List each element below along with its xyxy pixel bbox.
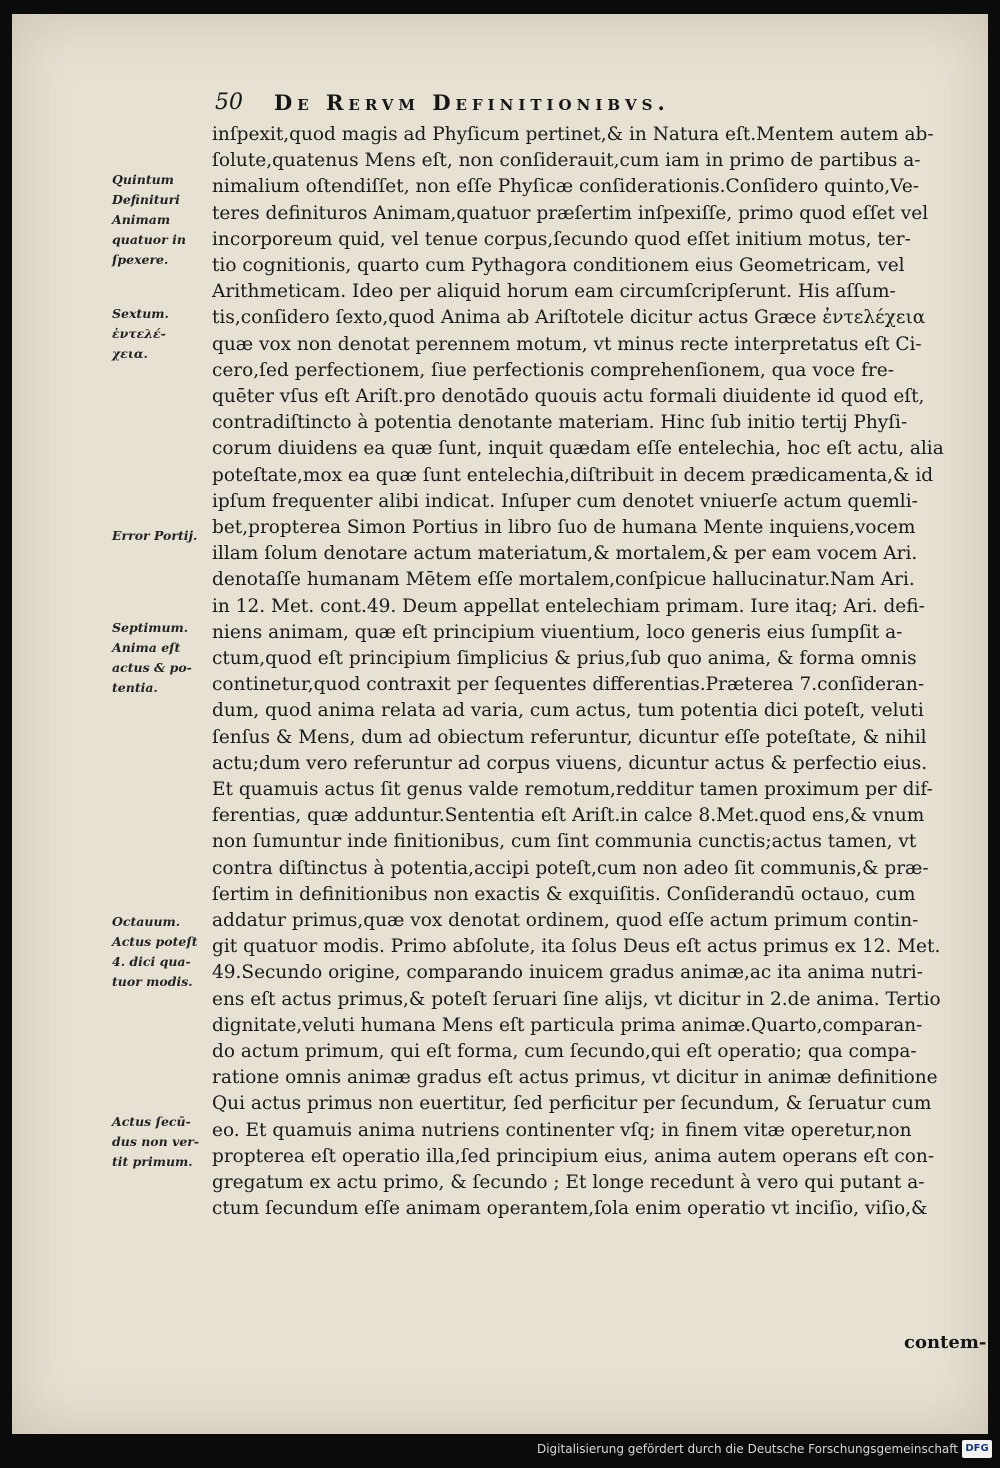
text-line: ſenſus & Mens, dum ad obiectum referuntur, dicuntur eſſe poteſtate, & nihil [212,726,927,748]
book-page [12,14,988,1434]
marginal-note-line: ἐντελέ- [112,326,166,341]
text-line: quæ vox non denotat perennem motum, vt minus recte interpretatus eſt Ci- [212,333,922,355]
running-head [12,84,988,124]
text-line: teres definituros Animam,quatuor præſertim inſpexiſſe, primo quod eſſet vel [212,202,929,224]
marginal-note-line: tentia. [112,680,158,695]
text-line: poteſtate,mox ea quæ ſunt entelechia,diſtribuit in decem prædicamenta,& id [212,464,934,486]
text-line: 49.Secundo origine, comparando inuicem gradus animæ,ac ita anima nutri- [212,962,923,984]
text-line: bet,propterea Simon Portius in libro ſuo de humana Mente inquiens,vocem [212,517,916,538]
text-line: do actum primum, qui eſt forma, cum ſecundo,qui eſt operatio; qua compa- [212,1041,917,1062]
text-line: in 12. Met. cont.49. Deum appellat entelechiam primam. Iure itaq; Ari. defi- [212,595,925,617]
marginal-note-line: Actus poteſt [112,934,198,949]
text-line: cero,ſed perfectionem, ſiue perfectionis comprehenſionem, qua voce fre- [212,359,894,381]
text-line: actu;dum vero referuntur ad corpus viuens, dicuntur actus & perfectio eius. [212,752,928,774]
marginal-note-line: Definituri [112,192,180,207]
marginal-note-line: Septimum. [112,620,189,635]
text-line: continetur,quod contraxit per ſequentes differentias.Præterea 7.conſideran- [212,674,925,696]
marginal-note-line: actus & po- [112,660,192,675]
text-line: nimalium oſtendiſſet, non eſſe Phyſicæ conſiderationis.Conſidero quinto,Ve- [212,176,920,198]
text-line: ſertim in definitionibus non exactis & exquiſitis. Conſiderandū octauo, cum [212,883,916,905]
text-line: corum diuidens ea quæ ſunt, inquit quædam eſſe entelechia, hoc eſt actu, alia [212,438,944,460]
text-line: git quatuor modis. Primo abſolute, ita ſolus Deus eſt actus primus ex 12. Met. [212,936,941,958]
text-line: dum, quod anima relata ad varia, cum actus, tum potentia dici poteſt, veluti [212,700,924,722]
text-line: tio cognitionis, quarto cum Pythagora conditionem eius Geometricam, vel [212,255,905,276]
text-line: ens eſt actus primus,& poteſt ſeruari ſine alijs, vt dicitur in 2.de anima. Tertio [212,988,941,1010]
text-line: quēter vſus eſt Ariſt.pro denotādo quouis actu formali diuidente id quod eſt, [212,386,925,407]
funding-credit: Digitalisierung gefördert durch die Deutsche Forschungsgemeinschaft [536,1442,958,1456]
marginal-note-line: Animam [112,212,171,227]
text-line: contradiſtincto à potentia denotante materiam. Hinc ſub initio tertij Phyſi- [212,412,908,434]
marginal-note-line: dus non ver- [112,1134,200,1149]
marginal-note-line: tuor modis. [112,974,193,989]
text-line: addatur primus,quæ vox denotat ordinem, quod eſſe actum primum contin- [212,910,919,931]
text-line: contra diſtinctus à potentia,accipi poteſt,cum non adeo ſit communis,& præ- [212,857,929,879]
footer-bar [0,1436,1000,1468]
text-line: tis,conſidero ſexto,quod Anima ab Ariſtotele dicitur actus Græce ἐντελέχεια [212,307,926,329]
text-line: eo. Et quamuis anima nutriens continenter vſq; in finem vitæ operetur,non [212,1119,912,1141]
marginal-note-line: Actus ſecū- [112,1114,191,1129]
text-line: ſolute,quatenus Mens eſt, non conſiderauit,cum iam in primo de partibus a- [212,150,921,172]
text-line: ctum ſecundum eſſe animam operantem,ſola enim operatio vt inciſio, viſio,& [212,1198,928,1220]
text-line: ratione omnis animæ gradus eſt actus primus, vt dicitur in animæ definitione [212,1067,938,1089]
text-line: niens animam, quæ eſt principium viuentium, loco generis eius ſumpſit a- [212,621,903,643]
marginal-note-line: Octauum. [112,914,181,929]
running-title: De Rervm Definitionibvs. [274,90,670,115]
text-line: Qui actus primus non euertitur, ſed perficitur per ſecundum, & ſeruatur cum [212,1093,932,1115]
dfg-logo: DFG [962,1440,992,1458]
marginal-note-line: ſpexere. [112,252,169,267]
text-line: Arithmeticam. Ideo per aliquid horum eam circumſcripſerunt. His aſſum- [212,281,896,303]
marginal-note-line: Error Portij. [112,528,198,543]
text-line: dignitate,veluti humana Mens eſt particula prima animæ.Quarto,comparan- [212,1014,923,1036]
catchword: contem- [904,1332,987,1353]
marginal-note-line: tit primum. [112,1154,193,1169]
text-line: gregatum ex actu primo, & ſecundo ; Et longe recedunt à vero qui putant a- [212,1172,925,1193]
text-line: illam ſolum denotare actum materiatum,& mortalem,& per eam vocem Ari. [212,543,918,565]
text-line: incorporeum quid, vel tenue corpus,ſecundo quod eſſet initium motus, ter- [212,228,911,250]
text-line: ctum,quod eſt principium ſimplicius & prius,ſub quo anima, & forma omnis [212,648,917,669]
text-line: ipſum frequenter alibi indicat. Inſuper cum denotet vniuerſe actum quemli- [212,490,918,512]
text-line: non ſumuntur inde finitionibus, cum ſint communia cunctis;actus tamen, vt [212,831,917,853]
marginal-note-line: χεια. [112,346,148,361]
marginal-note-line: quatuor in [112,232,186,247]
page-number: 50 [215,90,243,115]
marginal-note-line: 4. dici qua- [112,954,191,969]
text-line: denotaſſe humanam Mētem eſſe mortalem,conſpicue hallucinatur.Nam Ari. [212,569,915,591]
marginal-note-line: Quintum [112,172,174,187]
marginal-note-line: Anima eſt [112,640,181,655]
text-line: inſpexit,quod magis ad Phyſicum pertinet,& in Natura eſt.Mentem autem ab- [212,124,934,145]
text-line: ferentias, quæ adduntur.Sententia eſt Ariſt.in calce 8.Met.quod ens,& vnum [212,805,925,827]
text-line: Et quamuis actus ſit genus valde remotum,redditur tamen proximum per dif- [212,779,933,800]
text-line: propterea eſt operatio illa,ſed principium eius, anima autem operans eſt con- [212,1145,935,1167]
marginal-note-line: Sextum. [112,306,169,321]
